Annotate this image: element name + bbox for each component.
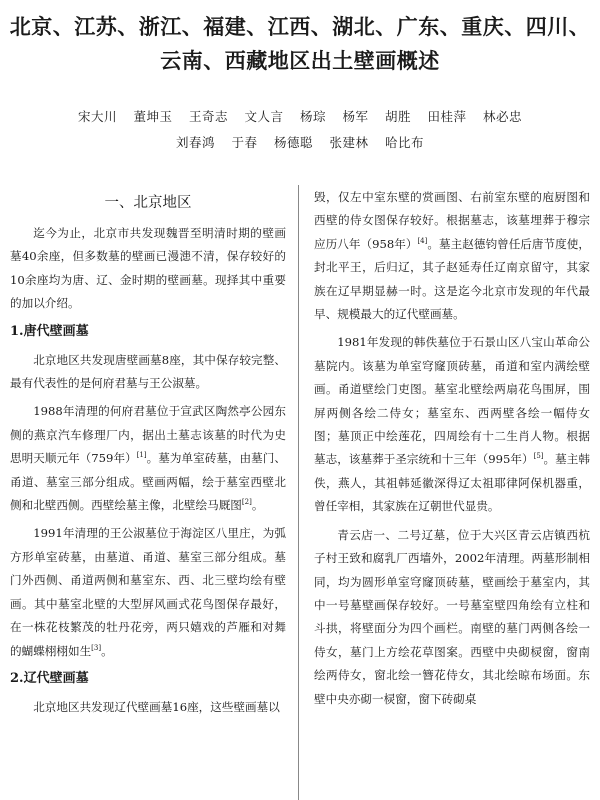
- author: 哈比布: [384, 135, 424, 150]
- paragraph-text: 。墓为单室砖墓，由墓门、甬道、墓室三部分组成。壁画两幅，绘于墓室西壁北侧和北壁西侧。西壁绘墓主像，北壁绘马厩图: [10, 451, 286, 513]
- author: 杨德聪: [273, 135, 313, 150]
- author: 董坤玉: [133, 109, 173, 124]
- section-heading: 一、北京地区: [104, 195, 192, 211]
- paragraph-text: 1981年发现的韩佚墓位于石景山区八宝山革命公墓院内。该墓为单室穹窿顶砖墓，甬道和室内满绘壁画。甬道壁绘门吏图。墓室北壁绘两扇花鸟围屏，围屏两侧各绘二侍女；墓室东、西两壁各绘一幅侍女图；墓顶正中绘莲花，四周绘有十二生肖人物。根据墓志，该墓葬于圣宗统和十三年（995年）: [314, 335, 590, 467]
- citation-ref: [4]: [417, 236, 428, 245]
- paragraph-text: 1991年清理的王公淑墓位于海淀区八里庄，为弧方形单室砖墓，由墓道、甬道、墓室三部分组成。墓门外西侧、甬道两侧和墓室东、西、北三壁均绘有壁画。其中墓室北壁的大型屏风画式花鸟图保存最好，在一株花枝繁茂的牡丹花旁，两只嬉戏的芦雁和对舞的蝴蝶栩栩如生: [10, 526, 286, 658]
- paragraph: 北京地区共发现唐壁画墓8座，其中保存较完整、最有代表性的是何府君墓与王公淑墓。: [10, 352, 286, 391]
- title-line-1: 北京、江苏、浙江、福建、江西、湖北、广东、重庆、四川、: [9, 14, 591, 39]
- citation-ref: [1]: [136, 451, 147, 460]
- author: 刘春鸿: [175, 135, 215, 150]
- citation-ref: [3]: [91, 643, 102, 652]
- paragraph: 北京地区共发现辽代壁画墓16座，这些壁画墓以: [33, 699, 280, 714]
- paragraph: [314, 186, 590, 326]
- author: 于春: [231, 135, 258, 150]
- author: 杨琮: [299, 109, 326, 124]
- title-line-2: 云南、西藏地区出土壁画概述: [160, 48, 440, 73]
- paragraph-text: 。: [251, 498, 264, 513]
- citation-ref: [2]: [241, 498, 252, 507]
- column-divider: [298, 185, 299, 800]
- paragraph-text: 。墓主赵德钧曾任后唐节度使，封北平王，后归辽，其子赵延寿任辽南京留守，其家族在辽早期显赫一时。这是迄今北京市发现的年代最早、规模最大的辽代壁画墓。: [314, 236, 590, 322]
- paper-title: [0, 10, 600, 78]
- author-row-2: [0, 130, 600, 156]
- intro-paragraph: 迄今为止，北京市共发现魏晋至明清时期的壁画墓40余座，但多数墓的壁画已漫漶不清，保存较好的10余座均为唐、辽、金时期的壁画墓。现择其中重要的加以介绍。: [10, 226, 286, 311]
- author: 宋大川: [77, 109, 117, 124]
- citation-ref: [5]: [533, 452, 544, 461]
- author: 胡胜: [384, 109, 411, 124]
- author: 林必忠: [482, 109, 522, 124]
- author: 张建林: [329, 135, 369, 150]
- author-row-1: [0, 104, 600, 130]
- author: 杨军: [342, 109, 369, 124]
- author-list: [0, 104, 600, 156]
- subheading-liao: 2.辽代壁画墓: [10, 670, 89, 686]
- paragraph-text: 毁，仅左中室东壁的赏画图、右前室东壁的庖厨图和西壁的侍女图保存较好。根据墓志，该墓埋葬于穆宗应历八年（958年）: [314, 190, 590, 251]
- paragraph-text: 。: [101, 643, 113, 658]
- right-column: [314, 186, 590, 711]
- subheading-tang: 1.唐代壁画墓: [10, 323, 89, 339]
- paragraph: [314, 331, 590, 518]
- paragraph: 青云店一、二号辽墓，位于大兴区青云店镇西杭子村王致和腐乳厂西墙外，2002年清理。两墓形制相同，均为圆形单室穹窿顶砖墓，壁画绘于墓室内，其中一号墓壁画保存较好。一号墓室壁四角绘有立柱和斗拱，将壁面分为四个画栏。南壁的墓门两侧各绘一侍女，墓门上方绘花草图案。西壁中央砌棂窗，窗南绘两侍女，窗北绘一簪花侍女，其北绘晾布场面。东壁中央亦砌一棂窗，窗下砖砌桌: [314, 527, 590, 706]
- paragraph: [10, 522, 286, 662]
- left-column: [10, 190, 286, 719]
- author: 田桂萍: [427, 109, 467, 124]
- author: 文人言: [244, 109, 284, 124]
- paragraph: [10, 400, 286, 517]
- paragraph-text: 。墓主韩佚，燕人，其祖韩延徽深得辽太祖耶律阿保机器重，曾任宰相，其家族在辽朝世代显贵。: [314, 452, 590, 514]
- author: 王奇志: [188, 109, 228, 124]
- paragraph-text: 1988年清理的何府君墓位于宣武区陶然亭公园东侧的燕京汽车修理厂内，据出土墓志该墓的时代为史思明天顺元年（759年）: [10, 404, 286, 466]
